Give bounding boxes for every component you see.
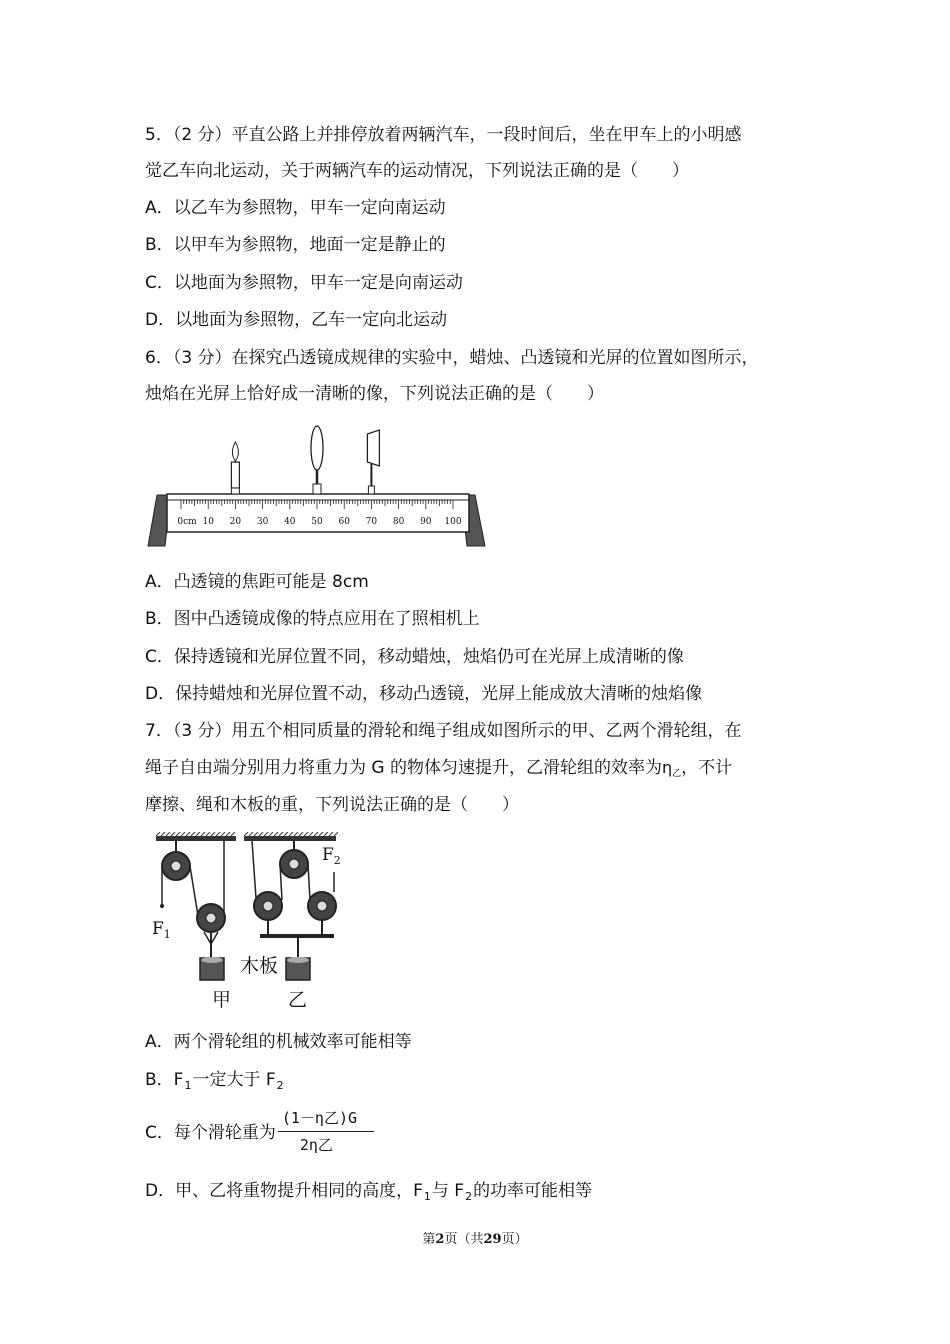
q6-option-b: B．图中凸透镜成像的特点应用在了照相机上 [145,609,480,629]
eta-subscript: 乙 [672,769,682,779]
fraction-denominator: 2η乙 [299,1136,333,1154]
q7-option-d-end: 的功率可能相等 [473,1181,593,1201]
q5-option-c: C．以地面为参照物，甲车一定是向南运动 [145,273,463,293]
footer-suffix: 页） [501,1232,528,1247]
q5-option-a: A．以乙车为参照物，甲车一定向南运动 [145,198,446,218]
label-f1: $F_1$ [152,919,171,941]
wood-board [260,934,334,938]
ceiling-left [156,832,236,841]
q5-option-d: D．以地面为参照物，乙车一定向北运动 [145,310,448,330]
scale-tick-label: 100 [444,517,462,527]
scale-tick-label: 70 [365,517,378,527]
scale-tick-label: 20 [229,517,242,527]
label-yi: 乙 [288,989,308,1011]
scale-tick-label: 80 [392,517,405,527]
subscript-2: 2 [276,1079,284,1092]
q6-option-c: C．保持透镜和光屏位置不同，移动蜡烛，烛焰仍可在光屏上成清晰的像 [145,647,684,667]
scale-tick-label: 50 [311,517,323,527]
candle [231,442,239,494]
optical-bench-figure [145,422,490,550]
q6-stem-line2: 烛焰在光屏上恰好成一清晰的像，下列说法正确的是（ ） [145,384,604,404]
q6-option-a: A．凸透镜的焦距可能是 8cm [145,572,369,592]
ceiling-right [244,832,338,841]
light-screen [367,430,379,494]
fraction-bar [278,1131,374,1132]
label-board: 木板 [240,955,279,977]
q7-option-a: A．两个滑轮组的机械效率可能相等 [145,1032,412,1052]
q7-option-d-start: D．甲、乙将重物提升相同的高度，F [145,1181,423,1201]
subscript-2: 2 [465,1190,473,1203]
q7-stem-line2 [145,756,825,783]
convex-lens [311,426,323,494]
page-footer [0,1228,950,1247]
label-jia: 甲 [212,989,232,1011]
footer-middle: 页（共 [444,1232,484,1247]
q6-stem-line1: 6．（3 分）在探究凸透镜成规律的实验中，蜡烛、凸透镜和光屏的位置如图所示， [145,348,759,368]
scale-tick-label: 0cm [177,517,197,527]
label-f2: $F_2$ [322,845,341,867]
eta-symbol: η [661,758,673,777]
fraction-numerator: (1－η乙)G [281,1109,358,1127]
q7-option-b-start: B．F [145,1070,184,1090]
pulley-figure [148,832,358,1012]
q7-option-c [145,1104,825,1162]
q7-stem-line2-text: 绳子自由端分别用力将重力为 G 的物体匀速提升，乙滑轮组的效率为 [145,758,662,778]
q5-stem-line1: 5．（2 分）平直公路上并排停放着两辆汽车，一段时间后，坐在甲车上的小明感 [145,125,742,145]
total-pages: 29 [483,1232,502,1247]
footer-prefix: 第 [422,1232,436,1247]
q7-option-c-text: C．每个滑轮重为 [145,1123,276,1143]
scale-tick-label: 60 [338,517,350,527]
subscript-1: 1 [423,1190,431,1203]
subscript-1: 1 [184,1079,192,1092]
page-number: 2 [435,1232,445,1247]
q7-option-d [145,1179,825,1205]
pulley-group-jia [160,841,225,980]
q7-stem-line2-end: ，不计 [681,758,733,778]
q7-option-b [145,1068,825,1094]
scale-tick-label: 30 [256,517,269,527]
q7-option-b-mid: 一定大于 F [192,1070,276,1090]
q5-stem-line2: 觉乙车向北运动，关于两辆汽车的运动情况，下列说法正确的是（ ） [145,161,689,181]
q7-stem-line1: 7．（3 分）用五个相同质量的滑轮和绳子组成如图所示的甲、乙两个滑轮组，在 [145,721,742,741]
q7-option-d-mid: 与 F [431,1181,465,1201]
q5-option-b: B．以甲车为参照物，地面一定是静止的 [145,235,446,255]
scale-tick-label: 10 [202,517,214,527]
q6-option-d: D．保持蜡烛和光屏位置不动，移动凸透镜，光屏上能成放大清晰的烛焰像 [145,684,703,704]
pulley-weight-fraction [278,1106,374,1160]
scale-tick-label: 90 [420,517,432,527]
q7-stem-line3: 摩擦、绳和木板的重，下列说法正确的是（ ） [145,795,519,815]
scale-tick-label: 40 [284,517,296,527]
